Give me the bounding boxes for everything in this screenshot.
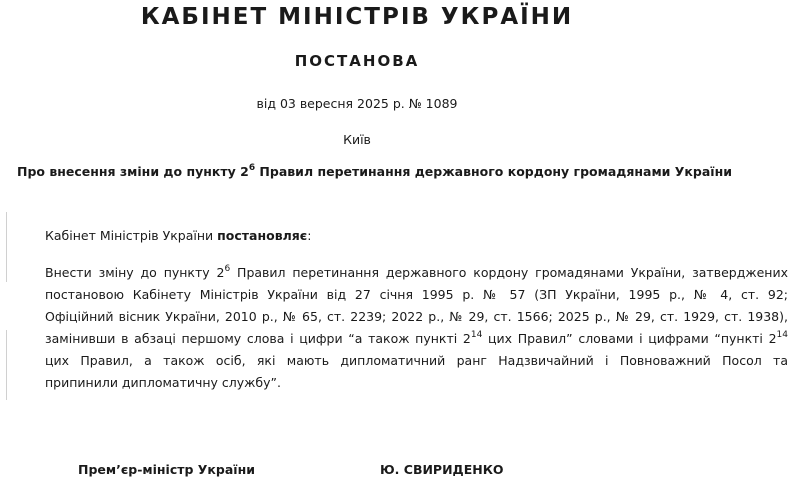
body-line: постановою Кабінету Міністрів України від 27 січня 1995 р. № 57 (ЗП України, 1995 р., № 4, ст. 92;	[45, 287, 788, 302]
document-place: Київ	[343, 132, 371, 147]
decree-verb: постановляє	[217, 228, 308, 243]
body-text: Правил перетинання державного кордону громадянами України, затверджених	[230, 265, 788, 280]
document-type: ПОСТАНОВА	[294, 52, 420, 70]
body-superscript: 6	[224, 264, 231, 274]
body-text: цих Правил” словами і цифрами “пункті 2	[482, 331, 777, 346]
subject-superscript: 6	[248, 163, 256, 173]
page-edge-mark	[0, 330, 7, 400]
page-edge-mark	[0, 212, 7, 282]
signatory-name: Ю. СВИРИДЕНКО	[380, 462, 504, 477]
body-line: Офіційний вісник України, 2010 р., № 65, ст. 2239; 2022 р., № 29, ст. 1566; 2025 р., № 29, ст. 1929, ст. 1938),	[45, 309, 788, 324]
body-line: цих Правил, а також осіб, які мають дипломатичний ранг Надзвичайний і Повноважний Посол та	[45, 353, 788, 368]
body-line	[45, 328, 788, 350]
body-text: Внести зміну до пункту 2	[45, 265, 225, 280]
document-subject	[17, 163, 732, 179]
decree-colon: :	[307, 228, 312, 243]
body-line	[45, 262, 788, 284]
body-text: замінивши в абзаці першому слова і цифри “а також пункті 2	[45, 331, 471, 346]
subject-text: Про внесення зміни до пункту 2	[17, 164, 249, 179]
document-body	[45, 262, 788, 394]
issuing-authority: КАБІНЕТ МІНІСТРІВ УКРАЇНИ	[140, 4, 574, 30]
body-line: припинили дипломатичну службу”.	[45, 375, 281, 390]
body-superscript: 14	[470, 330, 483, 340]
decree-line	[45, 228, 311, 243]
subject-text: Правил перетинання державного кордону громадянами України	[255, 164, 732, 179]
body-superscript: 14	[776, 330, 788, 340]
decree-subject: Кабінет Міністрів України	[45, 228, 218, 243]
document-date-number: від 03 вересня 2025 р. № 1089	[256, 96, 458, 111]
signatory-position: Прем’єр-міністр України	[78, 462, 255, 477]
